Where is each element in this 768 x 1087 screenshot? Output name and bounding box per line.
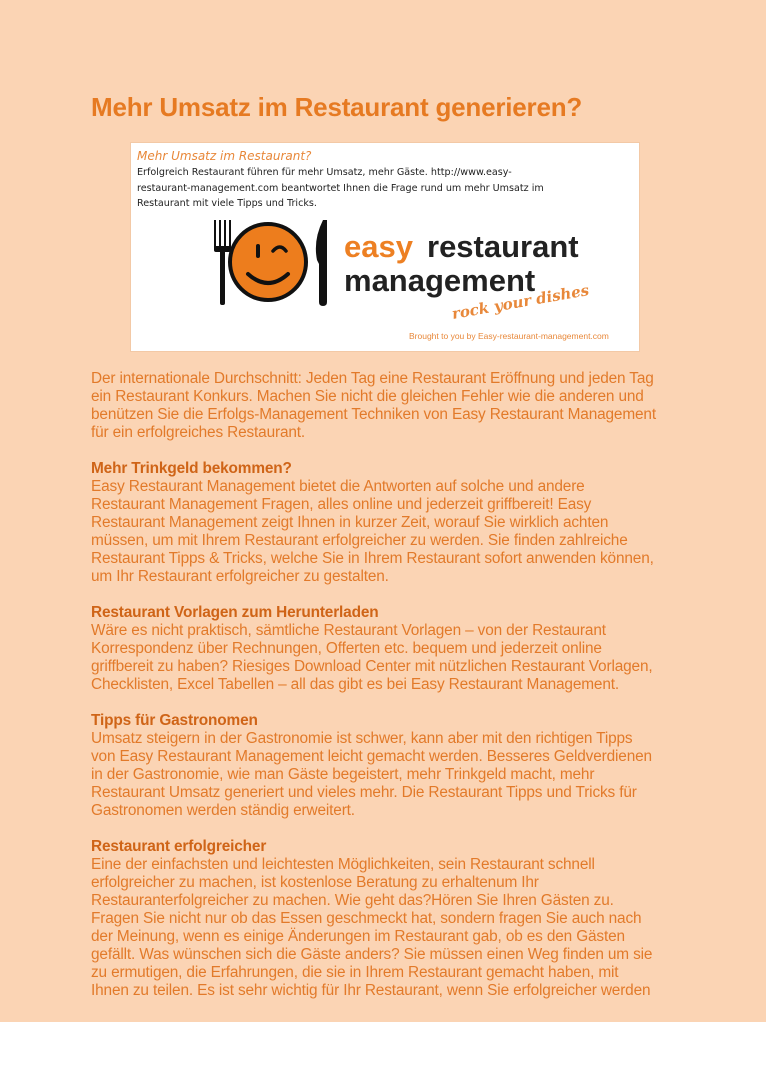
text-line: Restauranterfolgreicher zu machen. Wie geht das?Hören Sie Ihren Gästen zu. xyxy=(91,892,614,909)
smiley-icon xyxy=(230,224,306,300)
intro-paragraph xyxy=(91,370,691,442)
brand-management: management xyxy=(344,263,536,298)
section-heading: Restaurant Vorlagen zum Herunterladen xyxy=(91,604,379,621)
text-line: Umsatz steigern in der Gastronomie ist schwer, kann aber mit den richtigen Tipps xyxy=(91,730,633,747)
text-line: Gastronomen werden ständig erweitert. xyxy=(91,802,355,819)
section-paragraph xyxy=(91,622,691,694)
text-line: Restaurant Management Fragen, alles online und jederzeit griffbereit! Easy xyxy=(91,496,592,513)
text-line: müssen, um mit Ihrem Restaurant erfolgreicher zu werden. Sie finden zahlreiche xyxy=(91,532,628,549)
brought-by: Brought to you by Easy-restaurant-management.com xyxy=(409,331,609,341)
section-paragraph xyxy=(91,856,691,1000)
section-heading: Mehr Trinkgeld bekommen? xyxy=(91,460,292,477)
text-line: Restaurant Tipps & Tricks, welche Sie in Ihrem Restaurant sofort anwenden können, xyxy=(91,550,654,567)
section-paragraph xyxy=(91,730,691,820)
text-line: um Ihr Restaurant erfolgreicher zu gestalten. xyxy=(91,568,389,585)
text-line: Restaurant Management zeigt Ihnen in kurzer Zeit, worauf Sie wirklich achten xyxy=(91,514,609,531)
page-title: Mehr Umsatz im Restaurant generieren? xyxy=(91,92,583,122)
text-line: in der Gastronomie, wie man Gäste begeistert, mehr Trinkgeld macht, mehr xyxy=(91,766,595,783)
text-line: Fragen Sie nicht nur ob das Essen geschmeckt hat, sondern fragen Sie auch nach xyxy=(91,910,642,927)
banner-text-line: restaurant-management.com beantwortet Ihnen die Frage rund um mehr Umsatz im xyxy=(137,182,544,194)
section-heading: Restaurant erfolgreicher xyxy=(91,838,267,855)
brand-easy: easy xyxy=(344,229,413,264)
text-line: Wäre es nicht praktisch, sämtliche Restaurant Vorlagen – von der Restaurant xyxy=(91,622,606,639)
text-line: zu ermutigen, die Erfahrungen, die sie in Ihrem Restaurant gemacht haben, mit xyxy=(91,964,619,981)
text-line: Checklisten, Excel Tabellen – all das gibt es bei Easy Restaurant Management. xyxy=(91,676,619,693)
banner-text xyxy=(137,165,637,212)
text-line: von Easy Restaurant Management leicht gemacht werden. Besseres Geldverdienen xyxy=(91,748,652,765)
knife-icon xyxy=(316,220,327,306)
section-heading: Tipps für Gastronomen xyxy=(91,712,258,729)
text-line: der Meinung, wenn es einige Änderungen im Restaurant gab, ob es den Gästen xyxy=(91,928,625,945)
text-line: Eine der einfachsten und leichtesten Möglichkeiten, sein Restaurant schnell xyxy=(91,856,595,873)
text-line: Easy Restaurant Management bietet die Antworten auf solche und andere xyxy=(91,478,585,495)
text-line: erfolgreicher zu machen, ist kostenlose Beratung zu erhaltenum Ihr xyxy=(91,874,539,891)
text-line: Der internationale Durchschnitt: Jeden Tag eine Restaurant Eröffnung und jeden Tag xyxy=(91,370,654,387)
text-line: ein Restaurant Konkurs. Machen Sie nicht die gleichen Fehler wie die anderen und xyxy=(91,388,644,405)
text-line: gefällt. Was wünschen sich die Gäste anders? Sie müssen einen Weg finden um sie xyxy=(91,946,653,963)
brand-restaurant: restaurant xyxy=(427,229,579,264)
text-line: griffbereit zu haben? Riesiges Download Center mit nützlichen Restaurant Vorlagen, xyxy=(91,658,653,675)
brand-tagline: rock your dishes xyxy=(450,281,591,323)
fork-smiley-knife-logo-icon xyxy=(211,218,341,308)
text-line: für ein erfolgreiches Restaurant. xyxy=(91,424,306,441)
text-line: Ihnen zu teilen. Es ist sehr wichtig für Ihr Restaurant, wenn Sie erfolgreicher werden xyxy=(91,982,651,999)
banner-heading: Mehr Umsatz im Restaurant? xyxy=(137,149,312,163)
text-line: benützen Sie die Erfolgs-Management Techniken von Easy Restaurant Management xyxy=(91,406,656,423)
text-line: Restaurant Umsatz generiert und vieles mehr. Die Restaurant Tipps und Tricks für xyxy=(91,784,637,801)
text-line: Korrespondenz über Rechnungen, Offerten etc. bequem und jederzeit online xyxy=(91,640,602,657)
banner-image xyxy=(130,142,640,352)
banner-text-line: Erfolgreich Restaurant führen für mehr Umsatz, mehr Gäste. http://www.easy- xyxy=(137,167,512,178)
banner-text-line: Restaurant mit viele Tipps und Tricks. xyxy=(137,198,317,209)
section-paragraph xyxy=(91,478,691,586)
document-body xyxy=(91,370,691,1018)
